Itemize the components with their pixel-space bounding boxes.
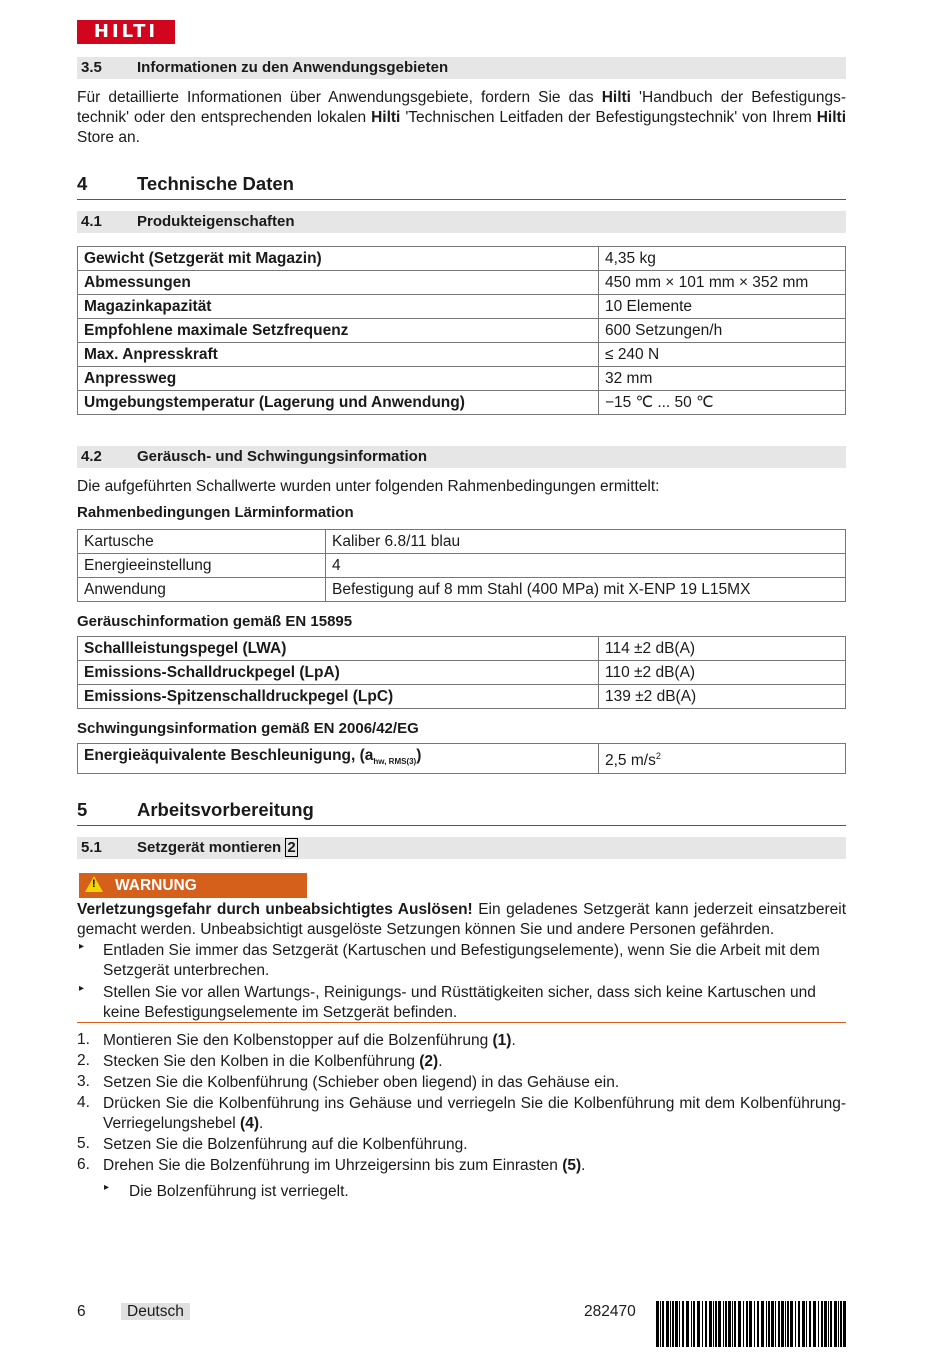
table-value: 32 mm bbox=[599, 367, 846, 391]
step-number: 4. bbox=[77, 1094, 90, 1111]
table-key: Energieeinstellung bbox=[78, 554, 326, 578]
noise-info-table-wrap bbox=[77, 636, 846, 709]
table-value: ≤ 240 N bbox=[599, 343, 846, 367]
step-number: 3. bbox=[77, 1073, 90, 1090]
triangle-bullet-icon: ▸ bbox=[104, 1182, 110, 1193]
section-title: Geräusch- und Schwingungsinformation bbox=[137, 448, 428, 465]
noise-info-table bbox=[77, 636, 846, 709]
result-item bbox=[77, 1182, 846, 1202]
table-key: Max. Anpresskraft bbox=[78, 343, 599, 367]
table-value: 10 Elemente bbox=[599, 295, 846, 319]
vibration-table bbox=[77, 743, 846, 774]
table-key: Emissions-Spitzenschalldruckpegel (LpC) bbox=[78, 685, 599, 709]
table-value: 2,5 $m/s^2$ bbox=[599, 744, 846, 774]
section-title: Setzgerät montieren bbox=[137, 839, 282, 856]
list-item: ▸ Die Bolzenführung ist verriegelt. bbox=[104, 1182, 349, 1200]
step-number: 1. bbox=[77, 1031, 90, 1048]
step-item: 3. Setzen Sie die Kolbenführung (Schieber oben liegend) in das Gehäuse ein. bbox=[77, 1073, 620, 1091]
step-number: 6. bbox=[77, 1156, 90, 1173]
table-key: Emissions-Schalldruckpegel (LpA) bbox=[78, 661, 599, 685]
warning-bullets bbox=[77, 941, 846, 1023]
section-number: 4.1 bbox=[81, 213, 102, 230]
table-value: 4,35 kg bbox=[599, 247, 846, 271]
table-value: 450 mm × 101 mm × 352 mm bbox=[599, 271, 846, 295]
section-4-1-heading bbox=[77, 211, 846, 233]
section-4-heading bbox=[77, 173, 846, 200]
section-5-heading bbox=[77, 799, 846, 826]
section-number: 4.2 bbox=[81, 448, 102, 465]
noise-conditions-table bbox=[77, 529, 846, 602]
table-row bbox=[78, 685, 846, 709]
table-key: Umgebungstemperatur (Lagerung und Anwendung) bbox=[78, 391, 599, 415]
product-properties-table bbox=[77, 246, 846, 415]
warning-label: WARNUNG bbox=[115, 877, 197, 894]
triangle-bullet-icon: ▸ bbox=[79, 941, 85, 952]
table-key: Gewicht (Setzgerät mit Magazin) bbox=[78, 247, 599, 271]
section-number: 5.1 bbox=[81, 839, 102, 856]
section-title: Produkteigenschaften bbox=[137, 213, 295, 230]
section-title: Technische Daten bbox=[137, 173, 294, 194]
table-value: 110 ±2 dB(A) bbox=[599, 661, 846, 685]
section-4-2-heading bbox=[77, 446, 846, 468]
text-run: 'Handbuch der Befestigungstechnik' oder den entsprechenden lokalen bbox=[77, 89, 846, 126]
page-number: 6 bbox=[77, 1303, 86, 1320]
list-item: ▸ Stellen Sie vor allen Wartungs-, Reinigungs- und Rüsttätigkeiten sicher, dass sich keine Kartuschen und keine Befestigungselemente im Setzgerät befinden. bbox=[79, 983, 816, 1021]
section-3-5-text bbox=[77, 88, 846, 148]
table-value: 600 Setzungen/h bbox=[599, 319, 846, 343]
triangle-bullet-icon: ▸ bbox=[79, 983, 85, 994]
table-row bbox=[78, 319, 846, 343]
table-value: Kaliber 6.8/11 blau bbox=[326, 530, 846, 554]
intro-text: Die aufgeführten Schallwerte wurden unter folgenden Rahmenbedingungen ermittelt: bbox=[77, 478, 660, 495]
section-number: 5 bbox=[77, 799, 88, 820]
figure-reference: 2 bbox=[287, 839, 296, 856]
table-row bbox=[78, 744, 846, 774]
table-row bbox=[78, 295, 846, 319]
brand-name: Hilti bbox=[601, 89, 631, 106]
brand-name: Hilti bbox=[371, 109, 401, 126]
table-row bbox=[78, 247, 846, 271]
warning-banner bbox=[79, 873, 307, 898]
section-number: 3.5 bbox=[81, 59, 102, 76]
table-key: Anpressweg bbox=[78, 367, 599, 391]
table-row bbox=[78, 271, 846, 295]
table-key: Energieäquivalente Beschleunigung, $(a_{hw, RMS(3)})$ bbox=[78, 744, 599, 774]
table-row bbox=[78, 578, 846, 602]
barcode-icon bbox=[656, 1301, 846, 1347]
step-item: 2. Stecken Sie den Kolben in die Kolbenführung (2). bbox=[77, 1052, 443, 1070]
list-item: ▸ Entladen Sie immer das Setzgerät (Kartuschen und Befestigungselemente), wenn Sie die Arbeit mit dem Setzgerät unterbrechen. bbox=[79, 941, 820, 979]
assembly-steps bbox=[77, 1031, 846, 1177]
noise-info-label: Geräuschinformation gemäß EN 15895 bbox=[77, 613, 353, 630]
table-key: Anwendung bbox=[78, 578, 326, 602]
step-number: 2. bbox=[77, 1052, 90, 1069]
text-run: Store an. bbox=[77, 129, 140, 146]
table-row bbox=[78, 661, 846, 685]
noise-conditions-label: Rahmenbedingungen Lärminformation bbox=[77, 504, 354, 521]
warning-title: Verletzungsgefahr durch unbeabsichtigtes Auslösen! bbox=[77, 901, 473, 918]
section-title: Arbeitsvorbereitung bbox=[137, 799, 314, 820]
table-row bbox=[78, 637, 846, 661]
noise-conditions-table-wrap bbox=[77, 529, 846, 602]
table-key: Empfohlene maximale Setzfrequenz bbox=[78, 319, 599, 343]
section-5-1-heading bbox=[77, 837, 846, 859]
table-row bbox=[78, 391, 846, 415]
table-value: 114 ±2 dB(A) bbox=[599, 637, 846, 661]
section-3-5-heading bbox=[77, 57, 846, 79]
vibration-info-label: Schwingungsinformation gemäß EN 2006/42/EG bbox=[77, 720, 419, 737]
table-key: Schallleistungspegel (LWA) bbox=[78, 637, 599, 661]
table-key: Kartusche bbox=[78, 530, 326, 554]
text-run: 'Technischen Leitfaden der Befestigungstechnik' von Ihrem bbox=[400, 109, 817, 126]
document-number: 282470 bbox=[584, 1303, 636, 1320]
vibration-table-wrap bbox=[77, 743, 846, 774]
step-item: 6. Drehen Sie die Bolzenführung im Uhrzeigersinn bis zum Einrasten (5). bbox=[77, 1156, 586, 1174]
step-item: 4. Drücken Sie die Kolbenführung ins Gehäuse und verriegeln Sie die Kolbenführung mit dem Kolbenführung-Verriegelungshebel (4). bbox=[77, 1094, 846, 1132]
table-key: Abmessungen bbox=[78, 271, 599, 295]
language-tag: Deutsch bbox=[121, 1303, 190, 1320]
noise-intro bbox=[77, 477, 846, 497]
section-title: Informationen zu den Anwendungsgebieten bbox=[137, 59, 449, 76]
brand-name: Hilti bbox=[816, 109, 847, 126]
table-row bbox=[78, 343, 846, 367]
text-run: Für detaillierte Informationen über Anwendungsgebiete, fordern Sie das bbox=[77, 89, 602, 106]
section-number: 4 bbox=[77, 173, 88, 194]
table-value: 4 bbox=[326, 554, 846, 578]
step-number: 5. bbox=[77, 1135, 90, 1152]
warning-description: Ein geladenes Setzgerät kann jederzeit einsatzbereit gemacht werden. Unbeabsichtigt ausgelöste Setzungen können Sie und andere Personen gefährden. bbox=[77, 901, 847, 938]
table-value: 139 ±2 dB(A) bbox=[599, 685, 846, 709]
table-value: −15 ℃ ... 50 ℃ bbox=[599, 391, 846, 415]
warning-text bbox=[77, 900, 846, 940]
warning-divider bbox=[77, 1022, 846, 1023]
step-item: 1. Montieren Sie den Kolbenstopper auf die Bolzenführung (1). bbox=[77, 1031, 516, 1049]
table-value: Befestigung auf 8 mm Stahl (400 MPa) mit X-ENP 19 L15MX bbox=[326, 578, 846, 602]
table-row bbox=[78, 554, 846, 578]
table-row bbox=[78, 530, 846, 554]
warning-triangle-icon: ! bbox=[85, 876, 103, 892]
hilti-logo: HILTI bbox=[77, 20, 175, 44]
table-key: Magazinkapazität bbox=[78, 295, 599, 319]
table-row bbox=[78, 367, 846, 391]
product-properties-table-wrap bbox=[77, 246, 846, 415]
step-item: 5. Setzen Sie die Bolzenführung auf die Kolbenführung. bbox=[77, 1135, 468, 1153]
